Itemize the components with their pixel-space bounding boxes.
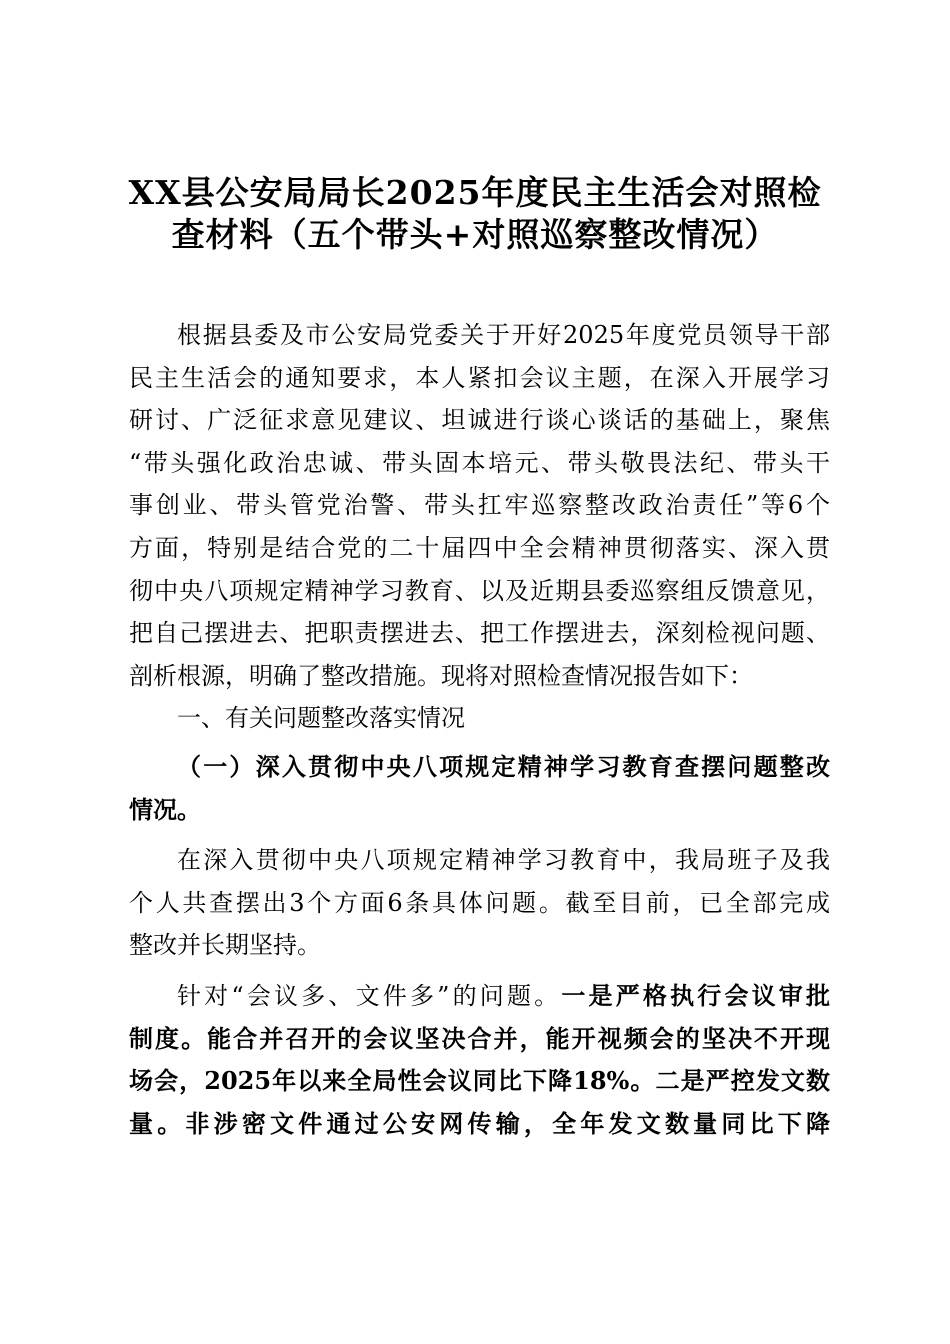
intro-line: 剖析根源，明确了整改措施。现将对照检查情况报告如下： — [129, 661, 753, 690]
section-1-heading — [129, 697, 830, 740]
subsection-heading-line: 情况。 — [129, 795, 201, 824]
subsection-heading-line: （一）深入贯彻中央八项规定精神学习教育查摆问题整改 — [177, 752, 830, 781]
intro-paragraph — [129, 314, 830, 697]
intro-line: 根据县委及市公安局党委关于开好2025年度党员领导干部 — [177, 321, 830, 349]
paragraph-line: 量。非涉密文件通过公安网传输，全年发文数量同比下降 — [129, 1108, 830, 1138]
title-line-2: 查材料（五个带头+对照巡察整改情况） — [171, 215, 779, 254]
intro-line: 事创业、带头管党治警、带头扛牢巡察整改政治责任”等6个 — [129, 491, 830, 520]
subsection-1-heading — [129, 746, 830, 831]
paragraph-plain-text: 针对“会议多、文件多”的问题。 — [177, 981, 562, 1010]
intro-line: 研讨、广泛征求意见建议、坦诚进行谈心谈话的基础上，聚焦 — [129, 406, 830, 435]
document-body — [129, 314, 830, 1145]
intro-line: 彻中央八项规定精神学习教育、以及近期县委巡察组反馈意见， — [129, 576, 830, 605]
paragraph-2 — [129, 839, 830, 967]
paragraph-line: 场会，2025年以来全局性会议同比下降18%。二是严控发文数 — [129, 1066, 830, 1096]
paragraph-line: 在深入贯彻中央八项规定精神学习教育中，我局班子及我 — [177, 846, 830, 875]
paragraph-3 — [129, 975, 830, 1145]
section-heading-text: 一、有关问题整改落实情况 — [177, 704, 465, 733]
intro-line: 方面，特别是结合党的二十届四中全会精神贯彻落实、深入贯 — [129, 533, 830, 562]
intro-line: 把自己摆进去、把职责摆进去、把工作摆进去，深刻检视问题、 — [129, 619, 830, 648]
paragraph-bold-text: 一是严格执行会议审批 — [561, 980, 830, 1010]
title-line-1: XX县公安局局长2025年度民主生活会对照检 — [128, 173, 822, 212]
intro-line: 民主生活会的通知要求，本人紧扣会议主题，在深入开展学习 — [129, 363, 830, 392]
paragraph-line: 个人共查摆出3个方面6条具体问题。截至目前，已全部完成 — [129, 888, 830, 917]
paragraph-line: 制度。能合并召开的会议坚决合并，能开视频会的坚决不开现 — [129, 1023, 830, 1053]
intro-line: “带头强化政治忠诚、带头固本培元、带头敬畏法纪、带头干 — [129, 448, 830, 477]
paragraph-line: 整改并长期坚持。 — [129, 931, 321, 960]
document-title — [120, 172, 830, 256]
paragraph-line — [129, 975, 830, 1018]
